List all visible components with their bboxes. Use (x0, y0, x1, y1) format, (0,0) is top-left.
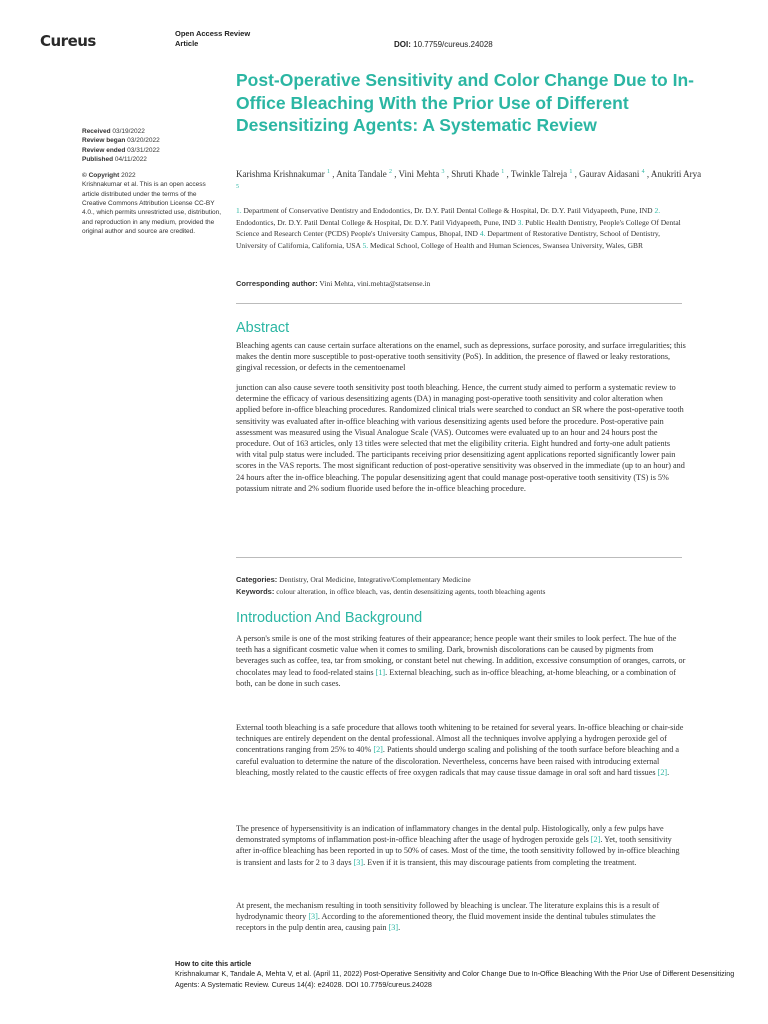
doi (394, 40, 493, 49)
affiliation-text: Endodontics, Dr. D.Y. Patil Dental College & Hospital, Dr. D.Y. Patil Vidyapeeth, Pune, IND (236, 217, 516, 227)
citation-link[interactable]: [3] (353, 857, 364, 867)
copyright: © Copyright 2022 (82, 172, 136, 180)
citation-link[interactable]: [2] (373, 745, 383, 755)
how-to-cite-text: Krishnakumar K, Tandale A, Mehta V, et al. (April 11, 2022) Post-Operative Sensitivity and Color Change Due to In-Office Bleaching With the Prior Use of Different Desensitizing Agents: A Systematic Review. Cureus 14(4): e24028. DOI 10.7759/cureus.24028 (175, 969, 735, 989)
affiliation-number: 3. (517, 217, 524, 227)
author[interactable]: Twinkle Talreja $^1$ (510, 169, 573, 179)
cureus-logo[interactable]: Cureus (40, 32, 96, 50)
doi-label: DOI: (394, 40, 411, 49)
author[interactable]: Shruti Khade $^1$ (451, 169, 505, 179)
author[interactable]: Gaurav Aidasani $^4$ (579, 169, 645, 179)
author[interactable]: Anukriti Arya $^5$ (236, 169, 702, 190)
affiliation-text: Department of Restorative Dentistry, School of Dentistry, University of California, California, USA (236, 229, 661, 250)
affiliation-text: Medical School, College of Health and Human Sciences, Swansea University, Wales, GBR (369, 240, 644, 250)
corresponding-label: Corresponding author: (236, 279, 318, 288)
review-began-date: Review began 03/20/2022 (82, 137, 160, 145)
abstract-paragraph: Bleaching agents can cause certain surface alterations on the enamel, such as depressions, surface porosity, and surface irregularities; this makes the dentin more susceptible to post-operative tooth sensitivity (PoS). In addition, the presence of flawed or leaky restorations, gingival recession, or defects in the cementoenamel (236, 341, 686, 373)
intro-paragraph: The presence of hypersensitivity is an indication of inflammatory changes in the dental pulp. Histologically, only a few pulps have demonstrated symptoms of inflammation post-in-office bleaching after the usage of hydrogen peroxide gels [2]. Yet, tooth sensitivity after in-office bleaching has been reported in up to 50% of cases. Most of the time, the tooth sensitivity followed by in-office bleaching is transient and lasts for 2 to 3 days [3]. Even if it is transient, this may discourage patients from completing the treatment. (236, 824, 680, 867)
intro-paragraph: A person's smile is one of the most striking features of their appearance; hence people want their smiles to look perfect. The hue of the teeth has a significant cosmetic value when it comes to smiling. Dark, brownish discolorations can be caused by pigments from beverages such as coffee, tea, tar from smoking, or constant betel nut chewing. In addition, excessive consumption of oranges, carrots, or chocolates may lead to food-related stains [1]. External bleaching, such as in-office bleaching, at-home bleaching, or a combination of both, can be done in such cases. (236, 634, 686, 688)
citation-link[interactable]: [3] (388, 923, 399, 933)
doi-value[interactable]: 10.7759/cureus.24028 (413, 40, 493, 49)
divider (236, 303, 682, 304)
citation-link[interactable]: [2] (657, 767, 668, 777)
categories-label: Categories: (236, 575, 278, 584)
categories (236, 574, 686, 585)
affiliation-number: 4. (479, 229, 486, 238)
abstract-heading: Abstract (236, 320, 290, 336)
author[interactable]: Karishma Krishnakumar $^1$ (236, 169, 330, 179)
affiliations (236, 205, 684, 251)
author[interactable]: Vini Mehta $^3$ (398, 169, 445, 179)
article-type-line1: Open Access Review (175, 29, 251, 38)
published-date: Published 04/11/2022 (82, 155, 147, 163)
abstract-paragraph: junction can also cause severe tooth sensitivity post tooth bleaching. Hence, the current study aimed to perform a systematic review to determine the efficacy of various desensitizing agents (DA) in managing post-operative tooth sensitivity and color alteration when applied before in-office bleaching procedures. Randomized clinical trials were searched to conduct an SR where the post-operative tooth sensitivity was evaluated after in-office bleaching with various desensitizing agents used before the procedure. Post-operative pain assessment was measured using the Visual Analogue Scale (VAS). Outcomes were evaluated up to an hour and 24 hours post the procedure. Out of 163 articles, only 13 titles were selected that met the eligibility criteria. Eight hundred and forty-one adult patients with vital pulp status were included. The participants receiving prior desensitizing agent applications reported significantly lower pain scores in the VAS reports. The most significant reduction of post-operative sensitivity was observed in the immediate (up to an hour) and 24 hours after the in-office bleaching. The popular desensitizing agent that could manage post-operative tooth sensitivity (TS) is 5% potassium nitrate and 2% sodium fluoride used before the in-office bleaching procedure. (236, 383, 685, 493)
how-to-cite-heading: How to cite this article (175, 959, 252, 968)
affiliation-text: Department of Conservative Dentistry and Endodontics, Dr. D.Y. Patil Dental College & Hospital, Dr. D.Y. Patil Vidyapeeth, Pune, IND (243, 206, 653, 215)
author[interactable]: Anita Tandale $^2$ (336, 169, 392, 179)
introduction-heading: Introduction And Background (236, 610, 423, 626)
citation-link[interactable]: [3] (308, 912, 318, 922)
license-text: Krishnakumar et al. This is an open access article distributed under the terms of the Creative Commons Attribution License CC-BY 4.0., which permits unrestricted use, distribution, and reproduction in any medium, provided the original author and source are credited. (82, 181, 222, 235)
keywords-label: Keywords: (236, 587, 275, 596)
article-title: Post-Operative Sensitivity and Color Change Due to In-Office Bleaching With the Prior Use of Different Desensitizing Agents: A Systematic Review (236, 70, 694, 135)
article-history-sidebar (82, 127, 222, 236)
affiliation-text: Public Health Dentistry, People's College Of Dental Science and Research Center (PCDS) People's University Campus, Bhopal, IND (236, 217, 681, 238)
keywords-value: colour alteration, in office bleach, vas, dentin desensitizing agents, tooth bleaching agents (276, 587, 546, 596)
corresponding-value[interactable]: Vini Mehta, vini.mehta@statsense.in (319, 279, 431, 288)
article-type (175, 29, 250, 49)
divider (236, 557, 682, 558)
citation-link[interactable]: [2] (590, 835, 601, 845)
corresponding-author (236, 279, 706, 288)
article-type-line2: Article (175, 39, 199, 48)
how-to-cite (175, 959, 735, 990)
affiliation-number: 5. (362, 240, 369, 250)
categories-value[interactable]: Dentistry, Oral Medicine, Integrative/Complementary Medicine (279, 575, 471, 584)
intro-paragraph: At present, the mechanism resulting in tooth sensitivity followed by bleaching is unclear. The literature explains this is a result of hydrodynamic theory [3]. According to the aforementioned theory, the fluid movement inside the dentinal tubules stimulates the receptors in the pulp dentin area, causing pain [3]. (236, 901, 660, 933)
received-date: Received 03/19/2022 (82, 128, 145, 135)
keywords (236, 586, 686, 597)
author-list: Karishma Krishnakumar $^1$ , Anita Tandale $^2$ , Vini Mehta $^3$ , Shruti Khade $^1$ , Twinkle Talreja $^1$ , Gaurav Aidasani $^4$ , Anukriti Arya $^5$ (236, 166, 706, 196)
intro-paragraph: External tooth bleaching is a safe procedure that allows tooth whitening to be retained for several years. In-office bleaching or chair-side techniques are entirely dependent on the dental professional. Almost all the techniques involve applying a hydrogen peroxide gel of concentrations ranging from 25% to 40% [2]. Patients should undergo scaling and polishing of the tooth surface before bleaching and a careful evaluation to determine the nature of the discoloration. Nevertheless, concerns have been raised with introducing external bleaching, mostly related to the caustic effects of free oxygen radicals that may cause tissue damage in oral soft and hard tissues [2]. (236, 723, 684, 777)
affiliation-number: 2. (654, 206, 661, 215)
affiliation-number: 1. (236, 206, 242, 215)
review-ended-date: Review ended 03/31/2022 (82, 146, 160, 154)
citation-link[interactable]: [1] (375, 667, 386, 677)
